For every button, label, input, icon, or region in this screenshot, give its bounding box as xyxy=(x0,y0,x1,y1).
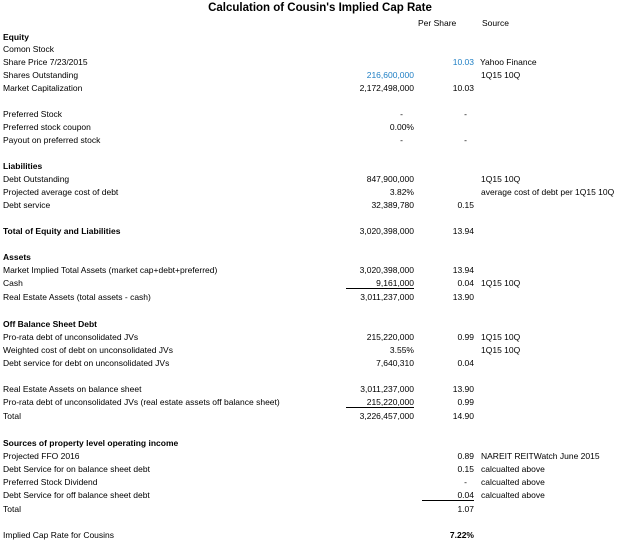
table-row xyxy=(0,450,640,462)
table-row xyxy=(0,503,640,515)
cap-rate-value: 7.22% xyxy=(449,530,474,540)
per-share-header: Per Share xyxy=(418,18,457,28)
row-label: Pro-rata debt of unconsolidated JVs xyxy=(3,332,139,342)
row-label: Total xyxy=(3,504,21,514)
value: - xyxy=(400,135,403,145)
per-share-value: 13.94 xyxy=(452,226,474,236)
per-share-value: 10.03 xyxy=(452,83,474,93)
value: 215,220,000 xyxy=(366,332,414,342)
table-row xyxy=(0,121,640,133)
row-label: Debt service for debt on unconsolidated JVs xyxy=(3,358,170,368)
value: 847,900,000 xyxy=(366,174,414,184)
row-label: Weighted cost of debt on unconsolidated JVs xyxy=(3,345,173,355)
row-label: Projected FFO 2016 xyxy=(3,451,80,461)
section-heading: Liabilities xyxy=(3,161,43,171)
table-row xyxy=(0,56,640,68)
row-label: Comon Stock xyxy=(3,44,55,54)
table-row xyxy=(0,43,640,55)
cap-rate-row xyxy=(0,529,640,541)
source-text: calcualted above xyxy=(481,490,545,500)
row-label: Debt Outstanding xyxy=(3,174,70,184)
source-text: 1Q15 10Q xyxy=(481,174,521,184)
row-label: Payout on preferred stock xyxy=(3,135,101,145)
per-share-value: 10.03 xyxy=(452,57,474,67)
source-text: 1Q15 10Q xyxy=(481,70,521,80)
table-row xyxy=(0,225,640,237)
table-row xyxy=(0,82,640,94)
table-row xyxy=(0,463,640,475)
section-heading: Assets xyxy=(3,252,31,262)
row-label: Total of Equity and Liabilities xyxy=(3,226,121,236)
source-text: 1Q15 10Q xyxy=(481,278,521,288)
row-label: Real Estate Assets (total assets - cash) xyxy=(3,292,151,302)
table-row xyxy=(0,277,640,289)
row-label: Pro-rata debt of unconsolidated JVs (real estate assets off balance sheet) xyxy=(3,397,280,407)
row-label: Projected average cost of debt xyxy=(3,187,119,197)
section-heading: Equity xyxy=(3,32,29,42)
row-label: Debt Service for off balance sheet debt xyxy=(3,490,150,500)
row-label: Share Price 7/23/2015 xyxy=(3,57,88,67)
table-row xyxy=(0,134,640,146)
row-label: Market Implied Total Assets (market cap+debt+preferred) xyxy=(3,265,218,275)
page-title: Calculation of Cousin's Implied Cap Rate xyxy=(208,2,432,14)
value: 9,161,000 xyxy=(376,278,414,288)
table-row xyxy=(0,108,640,120)
liabilities-heading-row xyxy=(0,160,640,172)
table-row xyxy=(0,199,640,211)
source-text: calcualted above xyxy=(481,477,545,487)
value: 0.00% xyxy=(389,122,414,132)
value: - xyxy=(400,109,403,119)
income-heading-row xyxy=(0,437,640,449)
off-balance-heading-row xyxy=(0,318,640,330)
table-row xyxy=(0,331,640,343)
per-share-value: 0.04 xyxy=(457,490,474,500)
source-text: 1Q15 10Q xyxy=(481,345,521,355)
source-header: Source xyxy=(482,18,509,28)
value: 3,011,237,000 xyxy=(360,292,414,302)
value: 3.82% xyxy=(389,187,414,197)
per-share-value: 0.15 xyxy=(457,200,474,210)
value: 2,172,498,000 xyxy=(359,83,414,93)
per-share-value: 13.94 xyxy=(452,265,474,275)
row-label: Market Capitalization xyxy=(3,83,83,93)
source-text: average cost of debt per 1Q15 10Q xyxy=(481,187,615,197)
section-heading: Sources of property level operating income xyxy=(3,438,179,448)
source-text: calcualted above xyxy=(481,464,545,474)
table-row xyxy=(0,173,640,185)
table-row xyxy=(0,69,640,81)
per-share-value: 14.90 xyxy=(452,411,474,421)
per-share-value: 1.07 xyxy=(457,504,474,514)
value: 216,600,000 xyxy=(366,70,414,80)
row-label: Preferred stock coupon xyxy=(3,122,91,132)
value: 3,226,457,000 xyxy=(359,411,414,421)
equity-heading-row xyxy=(0,31,640,43)
per-share-value: 0.89 xyxy=(457,451,474,461)
table-row xyxy=(0,264,640,276)
row-label: Preferred Stock Dividend xyxy=(3,477,98,487)
table-row xyxy=(0,291,640,303)
source-text: Yahoo Finance xyxy=(480,57,537,67)
per-share-value: 13.90 xyxy=(452,292,474,302)
table-row xyxy=(0,476,640,488)
table-row xyxy=(0,489,640,501)
value: 3.55% xyxy=(389,345,414,355)
table-row xyxy=(0,344,640,356)
per-share-value: - xyxy=(464,109,467,119)
per-share-value: 0.04 xyxy=(457,358,474,368)
row-label: Total xyxy=(3,411,21,421)
row-label: Debt Service for on balance sheet debt xyxy=(3,464,150,474)
row-label: Cash xyxy=(3,278,23,288)
row-label: Debt service xyxy=(3,200,51,210)
table-row xyxy=(0,186,640,198)
row-label: Preferred Stock xyxy=(3,109,63,119)
per-share-value: 0.99 xyxy=(457,332,474,342)
section-heading: Off Balance Sheet Debt xyxy=(3,319,97,329)
value: 32,389,780 xyxy=(371,200,414,210)
row-label: Real Estate Assets on balance sheet xyxy=(3,384,142,394)
per-share-value: 0.04 xyxy=(457,278,474,288)
table-row xyxy=(0,383,640,395)
per-share-value: - xyxy=(464,135,467,145)
table-row xyxy=(0,357,640,369)
table-row xyxy=(0,396,640,408)
table-row xyxy=(0,410,640,422)
per-share-value: 13.90 xyxy=(452,384,474,394)
source-text: 1Q15 10Q xyxy=(481,332,521,342)
source-text: NAREIT REITWatch June 2015 xyxy=(481,451,600,461)
value: 215,220,000 xyxy=(366,397,414,407)
value: 7,640,310 xyxy=(376,358,414,368)
value: 3,020,398,000 xyxy=(359,226,414,236)
row-label: Implied Cap Rate for Cousins xyxy=(3,530,115,540)
per-share-value: 0.15 xyxy=(457,464,474,474)
per-share-value: - xyxy=(464,477,467,487)
value: 3,020,398,000 xyxy=(359,265,414,275)
row-label: Shares Outstanding xyxy=(3,70,79,80)
value: 3,011,237,000 xyxy=(360,384,414,394)
assets-heading-row xyxy=(0,251,640,263)
per-share-value: 0.99 xyxy=(457,397,474,407)
